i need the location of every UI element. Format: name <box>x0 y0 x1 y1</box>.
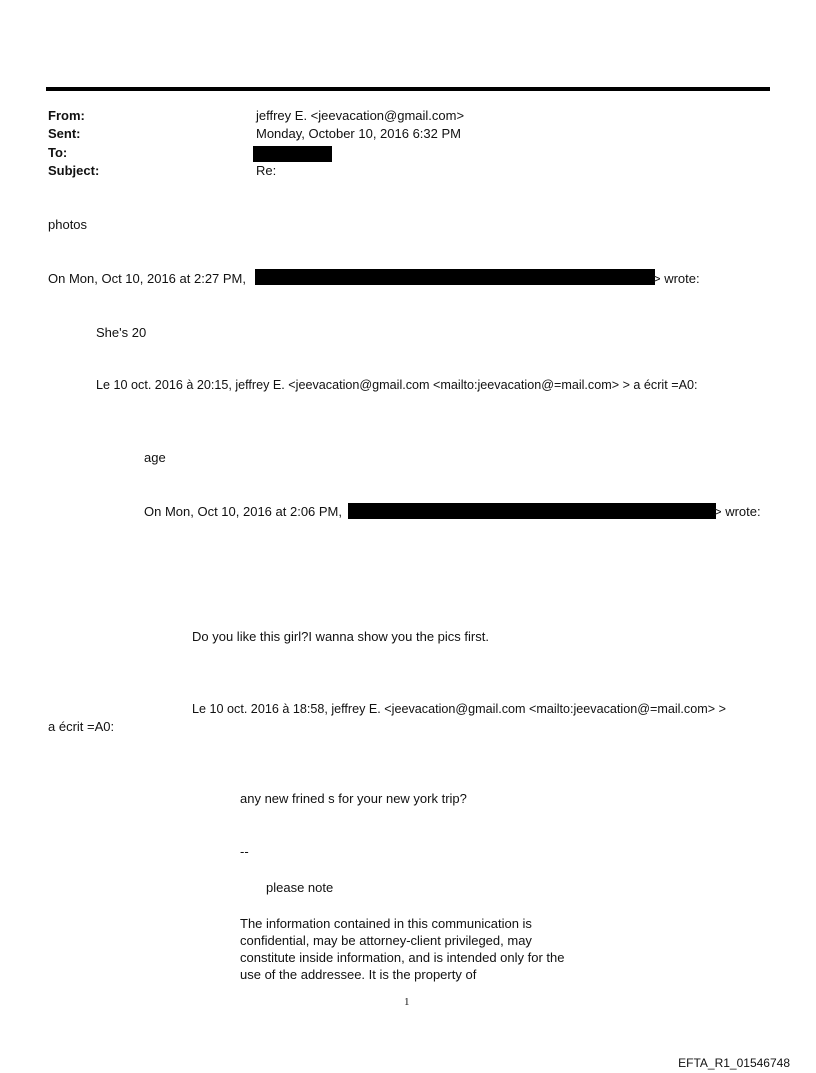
line-age: age <box>144 450 166 465</box>
quote4-intro: Le 10 oct. 2016 à 18:58, jeffrey E. <jeevacation@gmail.com <mailto:jeevacation@=mail.com> > <box>192 702 726 716</box>
quote1-intro: On Mon, Oct 10, 2016 at 2:27 PM, <box>48 271 246 286</box>
redaction-quote3-sender <box>348 503 716 519</box>
quote3-intro: On Mon, Oct 10, 2016 at 2:06 PM, <box>144 504 342 519</box>
to-label: To: <box>48 145 68 160</box>
line-trip: any new frined s for your new york trip? <box>240 791 467 806</box>
sent-label: Sent: <box>48 126 81 141</box>
reply-text: photos <box>48 217 88 232</box>
redaction-quote1-sender <box>255 269 655 285</box>
subject-label: Subject: <box>48 163 100 178</box>
line-shes-20: She's 20 <box>96 325 147 340</box>
quote2-intro: Le 10 oct. 2016 à 20:15, jeffrey E. <jeevacation@gmail.com <mailto:jeevacation@=mail.com> > a écrit =A0: <box>96 378 698 392</box>
disclaimer-text: The information contained in this communication is confidential, may be attorney-client privileged, may constitute inside information, and is intended only for the use of the addressee. It is the property of <box>240 916 565 982</box>
document-id: EFTA_R1_01546748 <box>678 1056 790 1070</box>
header-rule <box>46 87 770 91</box>
quote3-wrote: > wrote: <box>714 504 761 519</box>
page-number: 1 <box>404 996 410 1008</box>
redaction-to <box>253 146 332 162</box>
signature-separator: -- <box>240 844 249 859</box>
from-value: jeffrey E. <jeevacation@gmail.com> <box>256 108 465 123</box>
subject-value: Re: <box>256 163 277 178</box>
quote4-wrap: a écrit =A0: <box>48 719 115 734</box>
line-girl: Do you like this girl?I wanna show you the pics first. <box>192 629 489 644</box>
sent-value: Monday, October 10, 2016 6:32 PM <box>256 126 461 141</box>
please-note: please note <box>266 880 334 895</box>
quote1-wrote: > wrote: <box>653 271 700 286</box>
from-label: From: <box>48 108 85 123</box>
